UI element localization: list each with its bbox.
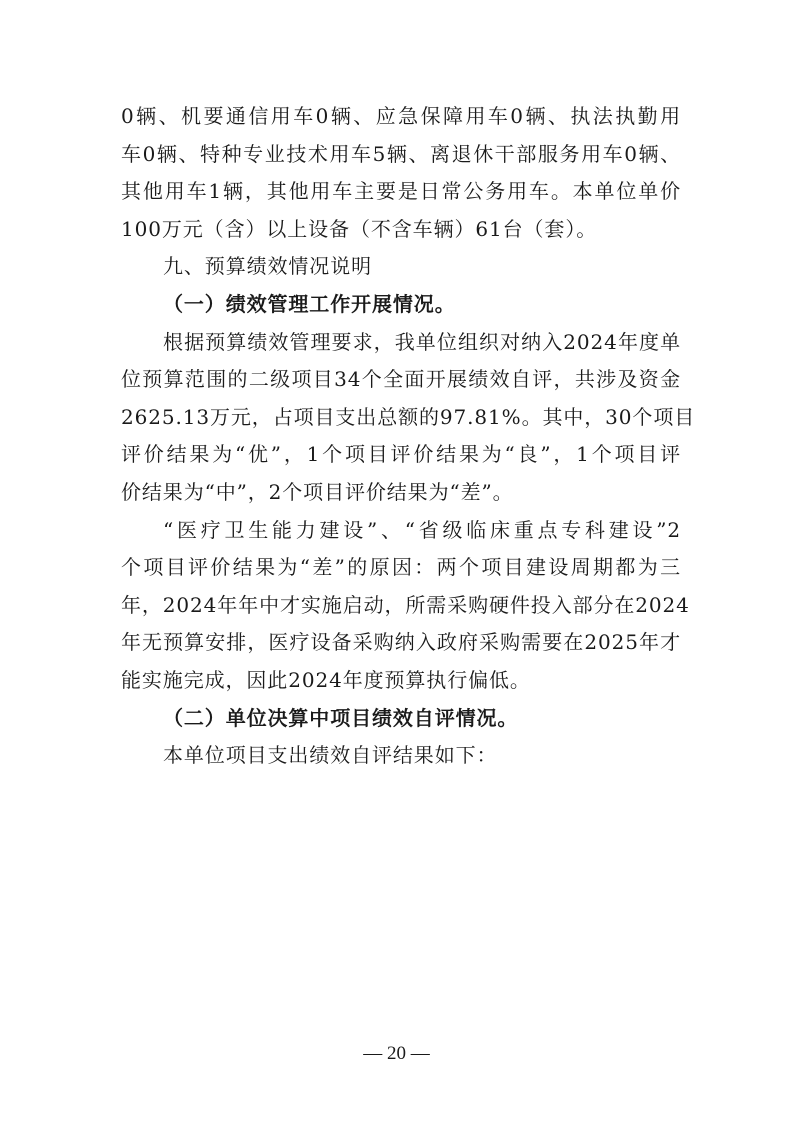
- paragraph-1-line-3: 其他用车1辆，其他用车主要是日常公务用车。本单位单价: [121, 179, 681, 204]
- paragraph-2-line-3: 2625.13万元，占项目支出总额的97.81%。其中，30个项目: [121, 404, 696, 429]
- paragraph-1-line-1: 0辆、机要通信用车0辆、应急保障用车0辆、执法执勤用: [121, 104, 681, 128]
- paragraph-3-line-1: “医疗卫生能力建设”、“省级临床重点专科建设”2: [163, 517, 681, 542]
- paragraph-2-line-2: 位预算范围的二级项目34个全面开展绩效自评，共涉及资金: [121, 367, 681, 392]
- paragraph-4: 本单位项目支出绩效自评结果如下：: [163, 743, 498, 768]
- paragraph-2-line-5: 价结果为“中”，2个项目评价结果为“差”。: [121, 479, 514, 504]
- paragraph-1-line-2: 车0辆、特种专业技术用车5辆、离退休干部服务用车0辆、: [121, 141, 681, 166]
- paragraph-2-line-1: 根据预算绩效管理要求，我单位组织对纳入2024年度单: [163, 329, 681, 354]
- subsection-1-heading: （一）绩效管理工作开展情况。: [163, 291, 456, 316]
- paragraph-2-line-4: 评价结果为“优”，1个项目评价结果为“良”，1个项目评: [121, 442, 681, 467]
- paragraph-3-line-3: 年，2024年年中才实施启动，所需采购硬件投入部分在2024: [121, 592, 690, 617]
- paragraph-3-line-2: 个项目评价结果为“差”的原因：两个项目建设周期都为三: [121, 555, 681, 580]
- page-number: — 20 —: [363, 1043, 430, 1064]
- page-content: [121, 98, 696, 775]
- paragraph-3-line-4: 年无预算安排，医疗设备采购纳入政府采购需要在2025年才: [121, 630, 681, 655]
- section-9-heading: 九、预算绩效情况说明: [163, 254, 372, 279]
- paragraph-1-line-4: 100万元（含）以上设备（不含车辆）61台（套）。: [121, 216, 598, 241]
- paragraph-3-line-5: 能实施完成，因此2024年度预算执行偏低。: [121, 667, 531, 692]
- subsection-2-heading: （二）单位决算中项目绩效自评情况。: [163, 705, 519, 730]
